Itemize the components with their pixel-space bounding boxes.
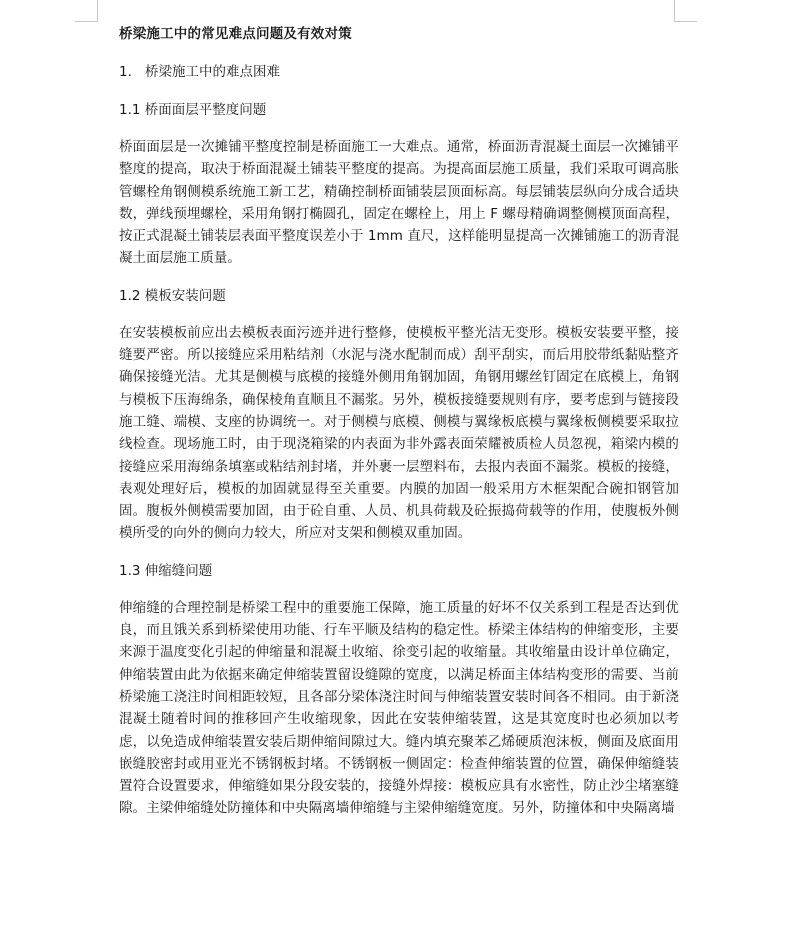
paragraph-1-1: 桥面面层是一次摊铺平整度控制是桥面施工一大难点。通常，桥面沥青混凝土面层一次摊铺平整度的提高，取决于桥面混凝土铺装平整度的提高。为提高面层施工质量，我们采取可调高胀管螺栓角钢侧模系统施工新工艺，精确控制桥面铺装层顶面标高。每层铺装层纵向分成合适块数，弹线预埋螺栓，采用角钢打椭圆孔，固定在螺栓上，用上 F 螺母精确调整侧模顶面高程，按正式混凝土铺装层表面平整度误差小于 1mm 直尺，这样能明显提高一次摊铺施工的沥青混凝土面层施工质量。	[119, 139, 679, 267]
section-number: 1.	[119, 64, 132, 80]
paragraph-1-3: 伸缩缝的合理控制是桥梁工程中的重要施工保障，施工质量的好坏不仅关系到工程是否达到优良，而且饿关系到桥梁使用功能、行车平顺及结构的稳定性。桥梁主体结构的伸缩变形，主要来源于温度变化引起的伸缩量和混凝土收缩、徐变引起的收缩量。其收缩量由设计单位确定，伸缩装置由此为依据来确定伸缩装置留设缝隙的宽度，以满足桥面主体结构变形的需要、当前桥梁施工浇注时间相距较短，且各部分梁体浇注时间与伸缩装置安装时间各不相同。由于新浇混凝土随着时间的推移回产生收缩现象，因此在安装伸缩装置，这是其宽度时也必须加以考虑，以免造成伸缩装置安装后期伸缩间隙过大。缝内填充聚苯乙烯硬质泡沫板，侧面及底面用嵌缝胶密封或用亚光不锈钢板封堵。不锈钢板一侧固定：检查伸缩装置的位置，确保伸缩缝装置符合设置要求，伸缩缝如果分段安装的，接缝外焊接：模板应具有水密性，防止沙尘堵塞缝隙。主梁伸缩缝处防撞体和中央隔离墙伸缩缝与主梁伸缩缝宽度。另外，防撞体和中央隔离墙	[119, 599, 679, 817]
margin-corner-mark-right	[674, 0, 697, 22]
subsection-heading-1-1: 1.1 桥面面层平整度问题	[119, 102, 267, 118]
section-heading-1	[119, 60, 679, 84]
subsection-heading-1-3: 1.3 伸缩缝问题	[119, 562, 213, 579]
document-title: 桥梁施工中的常见难点问题及有效对策	[119, 26, 352, 42]
document-body	[119, 22, 679, 834]
subsection-heading-1-2: 1.2 模板安装问题	[119, 287, 226, 304]
margin-corner-mark-left	[75, 0, 98, 22]
paragraph-1-2: 在安装模板前应出去模板表面污迹并进行整修，使模板平整光洁无变形。模板安装要平整，接缝要严密。所以接缝应采用粘结剂（水泥与浇水配制而成）刮平刮实，而后用胶带纸黏贴整齐确保接缝光洁。尤其是侧模与底模的接缝外侧用角钢加固，角钢用螺丝钉固定在底模上，角钢与模板下压海绵条，确保棱角直顺且不漏浆。另外，模板接缝要规则有序，要考虑到与链接段施工缝、端模、支座的协调统一。对于侧模与底模、侧模与翼缘板底模与翼缘板侧模要采取拉线检查。现场施工时，由于现浇箱梁的内表面为非外露表面荣耀被质检人员忽视，箱梁内模的接缝应采用海绵条填塞或粘结剂封堵，并外裹一层塑料布，去报内表面不漏浆。模板的接缝，表观处理好后，模板的加固就显得至关重要。内膜的加固一般采用方木框架配合碗扣钢管加固。腹板外侧模需要加固，由于砼自重、人员、机具荷载及砼振捣荷载等的作用，使腹板外侧模所受的向外的侧向力较大，所应对支架和侧模双重加固。	[119, 324, 679, 542]
section-heading-text: 桥梁施工中的难点困难	[145, 64, 280, 80]
